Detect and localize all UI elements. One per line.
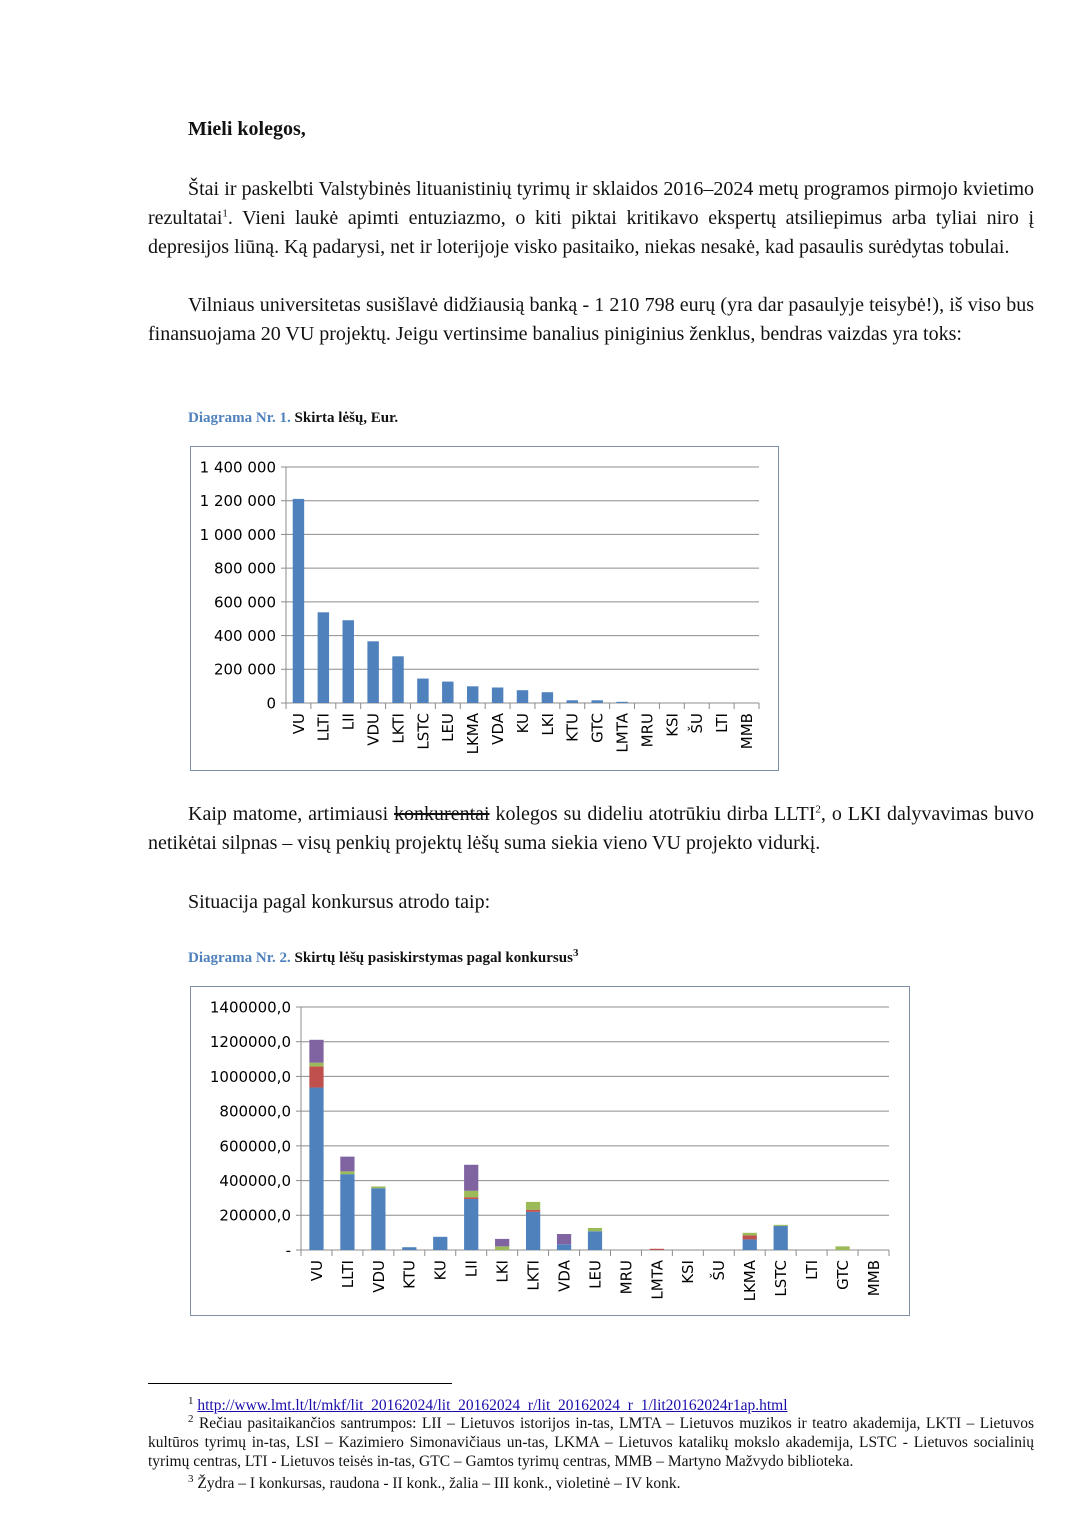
x-tick-label: LKTI: [389, 713, 408, 744]
bar-segment: [464, 1191, 478, 1197]
paragraph-comparison-text-3: , o LKI dalyvavimas buvo netikėtai silpnas – visų penkių projektų lėšų suma siekia vieno VU projekto vidurkį.: [148, 803, 1035, 854]
x-tick-label: LII: [339, 713, 358, 731]
x-tick-label: LKI: [493, 1260, 512, 1283]
bar: [616, 702, 627, 703]
footnote-1-link[interactable]: http://www.lmt.lt/lt/mkf/lit_20162024/lit_20162024_r/lit_20162024_r_1/lit20162024r1ap.html: [197, 1397, 788, 1414]
greeting: Mieli kolegos,: [188, 118, 306, 140]
x-tick-label: VU: [289, 713, 308, 735]
bar-segment: [340, 1157, 354, 1172]
x-tick-label: LEU: [439, 713, 458, 742]
x-tick-label: VDU: [369, 1260, 388, 1293]
y-tick-label: 400 000: [213, 626, 276, 645]
bar-segment: [309, 1088, 323, 1250]
x-tick-label: LLTI: [314, 713, 333, 742]
footnote-2-number: 2: [188, 1412, 194, 1425]
x-tick-label: KU: [513, 713, 532, 734]
footnote-ref-3[interactable]: 3: [572, 947, 579, 959]
bar-segment: [588, 1228, 602, 1231]
paragraph-comparison: [148, 800, 1034, 858]
x-tick-label: LTI: [713, 713, 732, 733]
paragraph-situation-text: Situacija pagal konkursus atrodo taip:: [188, 891, 491, 913]
bar-segment: [464, 1199, 478, 1250]
footnote-2-text: Rečiau pasitaikančios santrumpos: LII – Lietuvos istorijos in-tas, LMTA – Lietuvos muzikos ir teatro akademija, LKTI – Lietuvos kultūros tyrimų in-tas, LSI – Kazimiero Simonavičiaus un-tas, LKMA – Lietuvos katalikų mokslo akademija, LSTC - Lietuvos socialinių tyrimų centras, LTI - Lietuvos teisės in-tas, GTC – Gamtos tyrimų centras, MMB – Martyno Mažvydo biblioteka.: [148, 1415, 1035, 1470]
footnote-3-number: 3: [188, 1472, 194, 1485]
footnote-1: [148, 1396, 1034, 1415]
x-tick-label: LMTA: [613, 713, 632, 753]
y-tick-label: 800000,0: [219, 1102, 291, 1121]
bar: [517, 690, 528, 703]
x-tick-label: KTU: [400, 1260, 419, 1289]
x-tick-label: LSTC: [414, 713, 433, 750]
footnote-2: [148, 1414, 1034, 1471]
chart1-frame: [190, 446, 779, 771]
x-tick-label: KSI: [679, 1260, 698, 1284]
bar-segment: [340, 1171, 354, 1174]
bar-segment: [774, 1225, 788, 1226]
paragraph-comparison-text-2: kolegos su dideliu atotrūkiu dirba LLTI: [489, 803, 816, 825]
bar-segment: [557, 1244, 571, 1250]
y-tick-label: 1000000,0: [209, 1067, 291, 1086]
x-tick-label: KU: [431, 1260, 450, 1281]
bar-segment: [743, 1235, 757, 1239]
chart2-svg: [191, 987, 909, 1315]
x-tick-label: ŠU: [688, 713, 707, 734]
bar: [542, 692, 553, 703]
bar-segment: [495, 1239, 509, 1246]
bar-segment: [557, 1234, 571, 1244]
bar-segment: [774, 1226, 788, 1250]
bar-segment: [309, 1040, 323, 1063]
x-tick-label: LLTI: [338, 1260, 357, 1289]
x-tick-label: LEU: [586, 1260, 605, 1289]
bar-segment: [371, 1186, 385, 1188]
y-tick-label: 1 200 000: [199, 492, 276, 511]
bar: [343, 620, 354, 703]
bar-segment: [650, 1249, 664, 1250]
x-tick-label: KTU: [563, 713, 582, 742]
x-tick-label: MMB: [864, 1260, 883, 1297]
x-tick-label: MRU: [617, 1260, 636, 1295]
bar: [367, 641, 378, 703]
bar: [318, 612, 329, 703]
bar-segment: [340, 1174, 354, 1250]
y-tick-label: 1 000 000: [199, 525, 276, 544]
x-tick-label: LKI: [538, 713, 557, 736]
paragraph-comparison-text: Kaip matome, artimiausi: [188, 803, 395, 825]
paragraph-situation: [148, 888, 1034, 917]
x-tick-label: LSTC: [772, 1260, 791, 1297]
x-tick-label: LII: [462, 1260, 481, 1278]
y-tick-label: 200 000: [213, 660, 276, 679]
footnote-separator: [148, 1383, 452, 1384]
paragraph-intro-text-cont: . Vieni laukė apimti entuziazmo, o kiti piktai kritikavo ekspertų atsiliepimus arba tyliai niro į depresijos liūną. Ką padarysi, net ir loterijoje visko pasitaiko, niekas nesakė, kad pasaulis surėdytas tobulai.: [148, 207, 1034, 258]
x-tick-label: VU: [307, 1260, 326, 1282]
bar-segment: [402, 1247, 416, 1250]
bar-segment: [464, 1165, 478, 1191]
x-tick-label: LTI: [803, 1260, 822, 1280]
chart1-caption-label: Diagrama Nr. 1.: [188, 410, 291, 426]
y-tick-label: 200000,0: [219, 1206, 291, 1225]
bar: [567, 700, 578, 703]
struck-word: konkurentai: [394, 803, 490, 825]
bar-segment: [464, 1197, 478, 1199]
x-tick-label: VDU: [364, 713, 383, 746]
x-tick-label: LKMA: [741, 1260, 760, 1302]
chart2-caption: [188, 947, 579, 967]
y-tick-label: 1 400 000: [199, 458, 276, 477]
x-tick-label: MMB: [737, 713, 756, 750]
bar-segment: [743, 1233, 757, 1236]
bar: [392, 656, 403, 703]
chart1-caption: [188, 410, 398, 427]
footnote-ref-2[interactable]: 2: [815, 803, 821, 816]
paragraph-intro-text: Štai ir paskelbti Valstybinės lituanistinių tyrimų ir sklaidos 2016–2024 metų programos pirmojo kvietimo rezultatai: [148, 178, 1034, 229]
x-tick-label: GTC: [588, 713, 607, 743]
x-tick-label: LKTI: [524, 1260, 543, 1291]
bar: [591, 700, 602, 703]
bar-segment: [526, 1210, 540, 1212]
bar-segment: [526, 1212, 540, 1250]
chart1-caption-title: Skirta lėšų, Eur.: [294, 410, 399, 426]
x-tick-label: VDA: [555, 1260, 574, 1292]
y-tick-label: 600000,0: [219, 1137, 291, 1156]
x-tick-label: LMTA: [648, 1260, 667, 1300]
x-tick-label: LKMA: [464, 713, 483, 755]
chart2-caption-title: Skirtų lėšų pasiskirstymas pagal konkursus: [294, 950, 573, 966]
x-tick-label: MRU: [638, 713, 657, 748]
x-tick-label: ŠU: [710, 1260, 729, 1281]
y-tick-label: 800 000: [213, 559, 276, 578]
chart2-caption-label: Diagrama Nr. 2.: [188, 950, 291, 966]
y-tick-label: 400000,0: [219, 1171, 291, 1190]
chart2-frame: [190, 986, 910, 1316]
footnote-3-text: Žydra – I konkursas, raudona - II konk., žalia – III konk., violetinė – IV konk.: [197, 1475, 681, 1492]
y-tick-label: 0: [266, 694, 276, 713]
paragraph-intro: [148, 175, 1034, 262]
y-tick-label: 600 000: [213, 593, 276, 612]
bar: [442, 682, 453, 703]
bar-segment: [309, 1063, 323, 1067]
bar: [417, 679, 428, 703]
x-tick-label: GTC: [833, 1260, 852, 1290]
x-tick-label: VDA: [489, 713, 508, 745]
y-tick-label: -: [285, 1241, 291, 1260]
bar-segment: [371, 1188, 385, 1250]
footnote-1-number: 1: [188, 1394, 194, 1407]
bar: [467, 686, 478, 703]
footnote-3: [148, 1474, 1034, 1493]
bar-segment: [495, 1246, 509, 1250]
bar: [293, 499, 304, 703]
y-tick-label: 1400000,0: [209, 998, 291, 1017]
bar-segment: [309, 1066, 323, 1087]
x-tick-label: KSI: [663, 713, 682, 737]
chart1-svg: [191, 447, 778, 770]
bar-segment: [433, 1237, 447, 1250]
y-tick-label: 1200000,0: [209, 1033, 291, 1052]
bar-segment: [588, 1231, 602, 1250]
paragraph-vu: [148, 291, 1034, 349]
bar-segment: [835, 1246, 849, 1250]
footnote-ref-1[interactable]: 1: [222, 207, 228, 220]
bar-segment: [743, 1239, 757, 1250]
paragraph-vu-text: Vilniaus universitetas susišlavė didžiausią banką - 1 210 798 eurų (yra dar pasaulyje teisybė!), iš viso bus finansuojama 20 VU projektų. Jeigu vertinsime banalius piniginius ženklus, bendras vaizdas yra toks:: [148, 294, 1034, 345]
bar-segment: [526, 1202, 540, 1210]
bar: [492, 687, 503, 703]
